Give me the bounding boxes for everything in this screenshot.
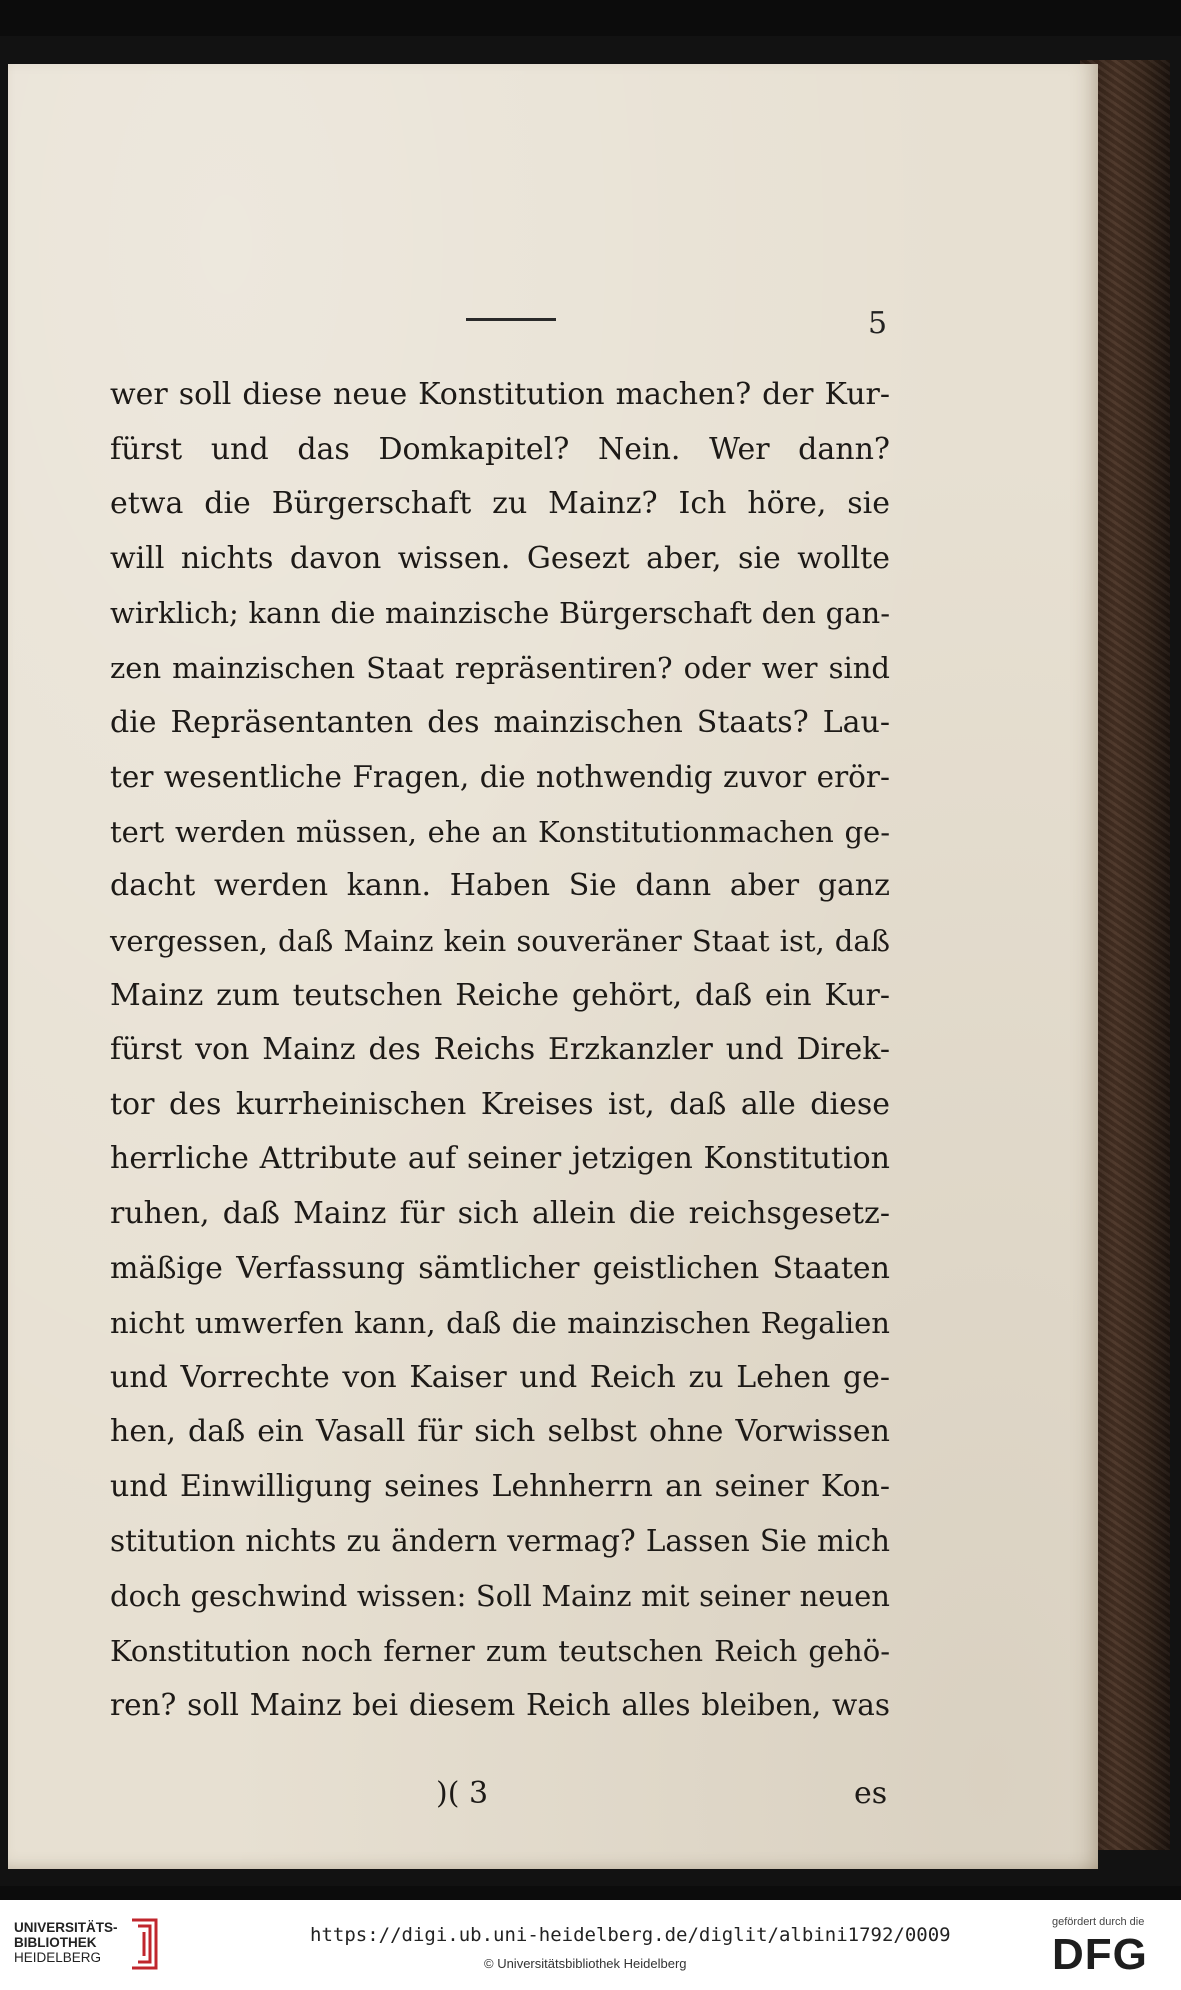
text-line: tert werden müssen, ehe an Konstitutionmachen ge- [110,814,890,849]
page-text [110,368,890,1733]
text-line: tor des kurrheinischen Kreises ist, daß alle diese [110,1086,890,1122]
text-line: und Einwilligung seines Lehnherrn an seiner Kon- [110,1468,890,1504]
text-line: will nichts davon wissen. Gesezt aber, sie wollte [110,540,890,576]
text-line: hen, daß ein Vasall für sich selbst ohne Vorwissen [110,1414,890,1450]
text-line: fürst und das Domkapitel? Nein. Wer dann? [110,431,890,467]
funder-label: gefördert durch die [1052,1916,1145,1928]
text-line: herrliche Attribute auf seiner jetzigen Konstitution [110,1141,890,1177]
signature-mark: )( 3 [436,1776,489,1811]
text-line: wirklich; kann die mainzische Bürgerschaft den gan- [110,596,890,631]
text-line: Konstitution noch ferner zum teutschen Reich gehö- [110,1633,890,1668]
book-page [8,64,1098,1869]
text-line: stitution nichts zu ändern vermag? Lassen Sie mich [110,1524,890,1559]
library-logo-icon [128,1916,162,1972]
text-line: zen mainzischen Staat repräsentiren? oder wer sind [110,650,890,685]
catchword: es [854,1776,888,1811]
funder-logo[interactable]: DFG [1052,1930,1148,1979]
text-line: fürst von Mainz des Reichs Erzkanzler und Direk- [110,1032,890,1068]
text-line: und Vorrechte von Kaiser und Reich zu Lehen ge- [110,1359,890,1395]
logo-line: HEIDELBERG [14,1950,102,1965]
copyright-notice: © Universitätsbibliothek Heidelberg [484,1956,687,1971]
viewer-footer [0,1900,1181,1990]
text-line: wer soll diese neue Konstitution machen? der Kur- [110,377,890,412]
header-rule [466,318,556,321]
text-line: etwa die Bürgerschaft zu Mainz? Ich höre, sie [110,486,890,522]
text-line: doch geschwind wissen: Soll Mainz mit seiner neuen [110,1579,890,1614]
logo-line: BIBLIOTHEK [14,1935,97,1950]
library-logo[interactable] [14,1920,118,1965]
text-line: dacht werden kann. Haben Sie dann aber ganz [110,868,890,904]
text-line: ren? soll Mainz bei diesem Reich alles bleiben, was [110,1688,890,1723]
text-line: Mainz zum teutschen Reiche gehört, daß ein Kur- [110,977,890,1013]
text-line: die Repräsentanten des mainzischen Staats? Lau- [110,704,890,740]
logo-line: UNIVERSITÄTS- [14,1920,118,1935]
text-line: nicht umwerfen kann, daß die mainzischen Regalien [110,1306,890,1341]
text-line: vergessen, daß Mainz kein souveräner Staat ist, daß [110,923,890,958]
document-url[interactable]: https://digi.ub.uni-heidelberg.de/diglit/albini1792/0009 [310,1924,951,1946]
text-line: ter wesentliche Fragen, die nothwendig zuvor erör- [110,760,890,795]
text-line: mäßige Verfassung sämtlicher geistlichen Staaten [110,1250,890,1286]
text-line: ruhen, daß Mainz für sich allein die reichsgesetz- [110,1195,890,1231]
page-number: 5 [868,306,888,341]
